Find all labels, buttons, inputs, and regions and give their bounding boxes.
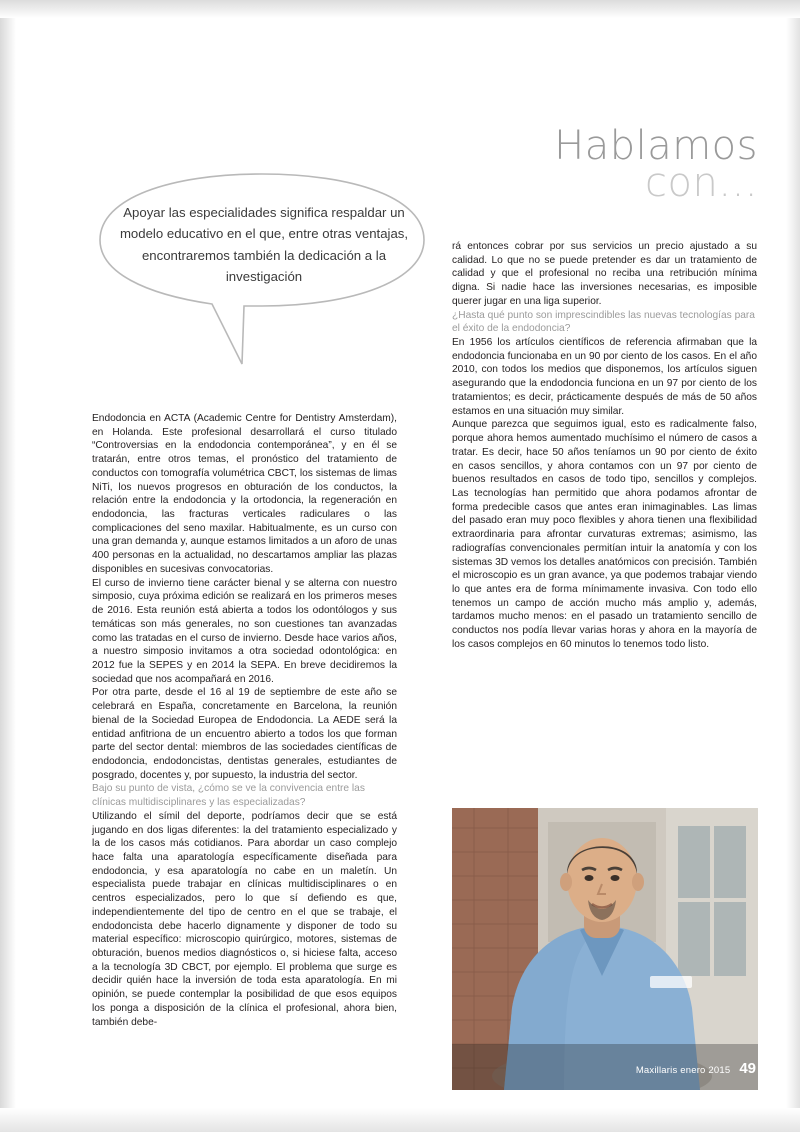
page-edge-shadow-right [786, 0, 800, 1132]
pull-quote-text: Apoyar las especialidades significa respaldar un modelo educativo en el que, entre otras ventajas, encontraremos también la dedicación a la investigación [119, 205, 409, 285]
paragraph: Utilizando el símil del deporte, podríamos decir que se está jugando en dos ligas diferentes: la del tratamiento especializado y la de los casos más cotidianos. Para abordar un caso complejo hace falta una aparatología específicamente diseñada para endodoncia, y esa aparatología no cabe en un maletín. Un especialista puede trabajar en clínicas multidisciplinares o en centros especializados, pero lo que sí defiendo es que, independientemente del tipo de centro en el que se trabaje, el endodoncista debe hacerlo dignamente y disponer de todo su material específico: microscopio quirúrgico, motores, sistemas de obturación, buenos medios diagnósticos o, si hiciese falta, acceso a la tecnología 3D CBCT, por ejemplo. El problema que surge es decidir quién hace la inversión de toda esta aparatología. En mi opinión, se puede contemplar la posibilidad de que esos equipos los ponga a disposición de la clínica el profesional, ahora bien, también debe- [92, 810, 397, 1028]
page-edge-shadow-top [0, 0, 800, 18]
paragraph: Por otra parte, desde el 16 al 19 de septiembre de este año se celebrará en España, concretamente en Barcelona, la reunión bienal de la Sociedad Europea de Endodoncia. La AEDE será la entidad anfitriona de un encuentro abierto a todos los que forman parte del sector dental: miembros de las sociedades científicas de endodoncia, endodoncistas, dentistas generales, estudiantes de posgrado, docentes y, por supuesto, la industria del sector. [92, 687, 397, 781]
paragraph: Aunque parezca que seguimos igual, esto es radicalmente falso, porque ahora hemos aumentado muchísimo el número de casos a tratar. Es decir, hace 50 años teníamos un 90 por ciento de éxito en casos sencillos, y ahora contamos con un 97 por ciento de buenos resultados en casos de todo tipo, sencillos y complejos. Las tecnologías han permitido que ahora podamos afrontar de forma predecible casos que antes eran inimaginables. Las limas del pasado eran muy poco flexibles y ahora tienen una flexibilidad extraordinaria para afrontar curvaturas extremas; asimismo, las radiografías convencionales permitían intuir la anatomía y con los sistemas 3D vemos los detalles anatómicos con precisión. También el microscopio es un gran avance, ya que podemos trabajar viendo lo que antes era de forma mínimamente invasiva. Con todo ello tenemos un campo de acción mucho más amplio y, además, tardamos mucho menos: en el pasado un tratamiento sencillo de conductos nos podía llevar varias horas y ahora en la mayoría de los casos complejos en 60 minutos lo tenemos todo listo. [452, 419, 757, 650]
portrait-photo-illustration [452, 808, 758, 1090]
body-column-right [452, 240, 757, 652]
portrait-photo [452, 808, 758, 1090]
interview-question: ¿Hasta qué punto son imprescindibles las nuevas tecnologías para el éxito de la endodoncia? [452, 309, 755, 335]
page-number: 49 [739, 1060, 756, 1077]
pull-quote-balloon [92, 168, 432, 378]
publication-label: Maxillaris enero 2015 [635, 1065, 731, 1076]
paragraph: En 1956 los artículos científicos de referencia afirmaban que la endodoncia funcionaba en un 90 por ciento de los casos. En el año 2010, con todos los medios que disponemos, los artículos siguen asegurando que la endodoncia funciona en un 97 por ciento de los tratamientos; es decir, prácticamente después de más de 50 años estamos en una situación muy similar. [452, 337, 757, 417]
paragraph: El curso de invierno tiene carácter bienal y se alterna con nuestro simposio, cuya próxima edición se realizará en los primeros meses de 2016. Esta reunión está abierta a todos los odontólogos y sus temáticas son más generales, no son cuestiones tan avanzadas como las tratadas en el curso de invierno. Desde hace varios años, a nuestro simposio invitamos a otra sociedad odontológica: en 2012 fue la SEPES y en 2014 la SEPA. En breve decidiremos la sociedad que nos acompañará en 2016. [92, 577, 397, 685]
page-footer [636, 1060, 756, 1077]
section-title [554, 123, 758, 206]
paragraph: Endodoncia en ACTA (Academic Centre for Dentistry Amsterdam), en Holanda. Este profesional desarrollará el curso titulado “Controversias en la endodoncia contemporánea”, y en él se tratarán, entre otros temas, el pronóstico del tratamiento de conductos con tomografía volumétrica CBCT, los sistemas de limas NiTi, los nuevos progresos en obturación de los conductos, la relación entre la endodoncia y la ortodoncia, la regeneración en endodoncia, las fracturas verticales radiculares o las complicaciones del seno maxilar. Habitualmente, es un curso con una gran demanda y, aunque estamos limitados a un aforo de unas 400 personas en la actualidad, no descartamos ampliar las plazas disponibles en sucesivas convocatorias. [92, 413, 397, 575]
section-title-line1: Hablamos [554, 123, 758, 169]
page-edge-shadow-bottom [0, 1108, 800, 1132]
paragraph: rá entonces cobrar por sus servicios un precio ajustado a su calidad. Lo que no se puede pretender es dar un tratamiento de calidad y que el profesional no reciba una retribución mínima digna. Si nadie hace las inversiones necesarias, es imposible querer jugar en una liga superior. [452, 241, 757, 307]
interview-question: Bajo su punto de vista, ¿cómo se ve la convivencia entre las clínicas multidisciplinares y las especializadas? [92, 783, 365, 809]
page-edge-shadow-left [0, 0, 16, 1132]
section-title-line2: con... [645, 159, 758, 206]
body-column-left [92, 412, 397, 1029]
